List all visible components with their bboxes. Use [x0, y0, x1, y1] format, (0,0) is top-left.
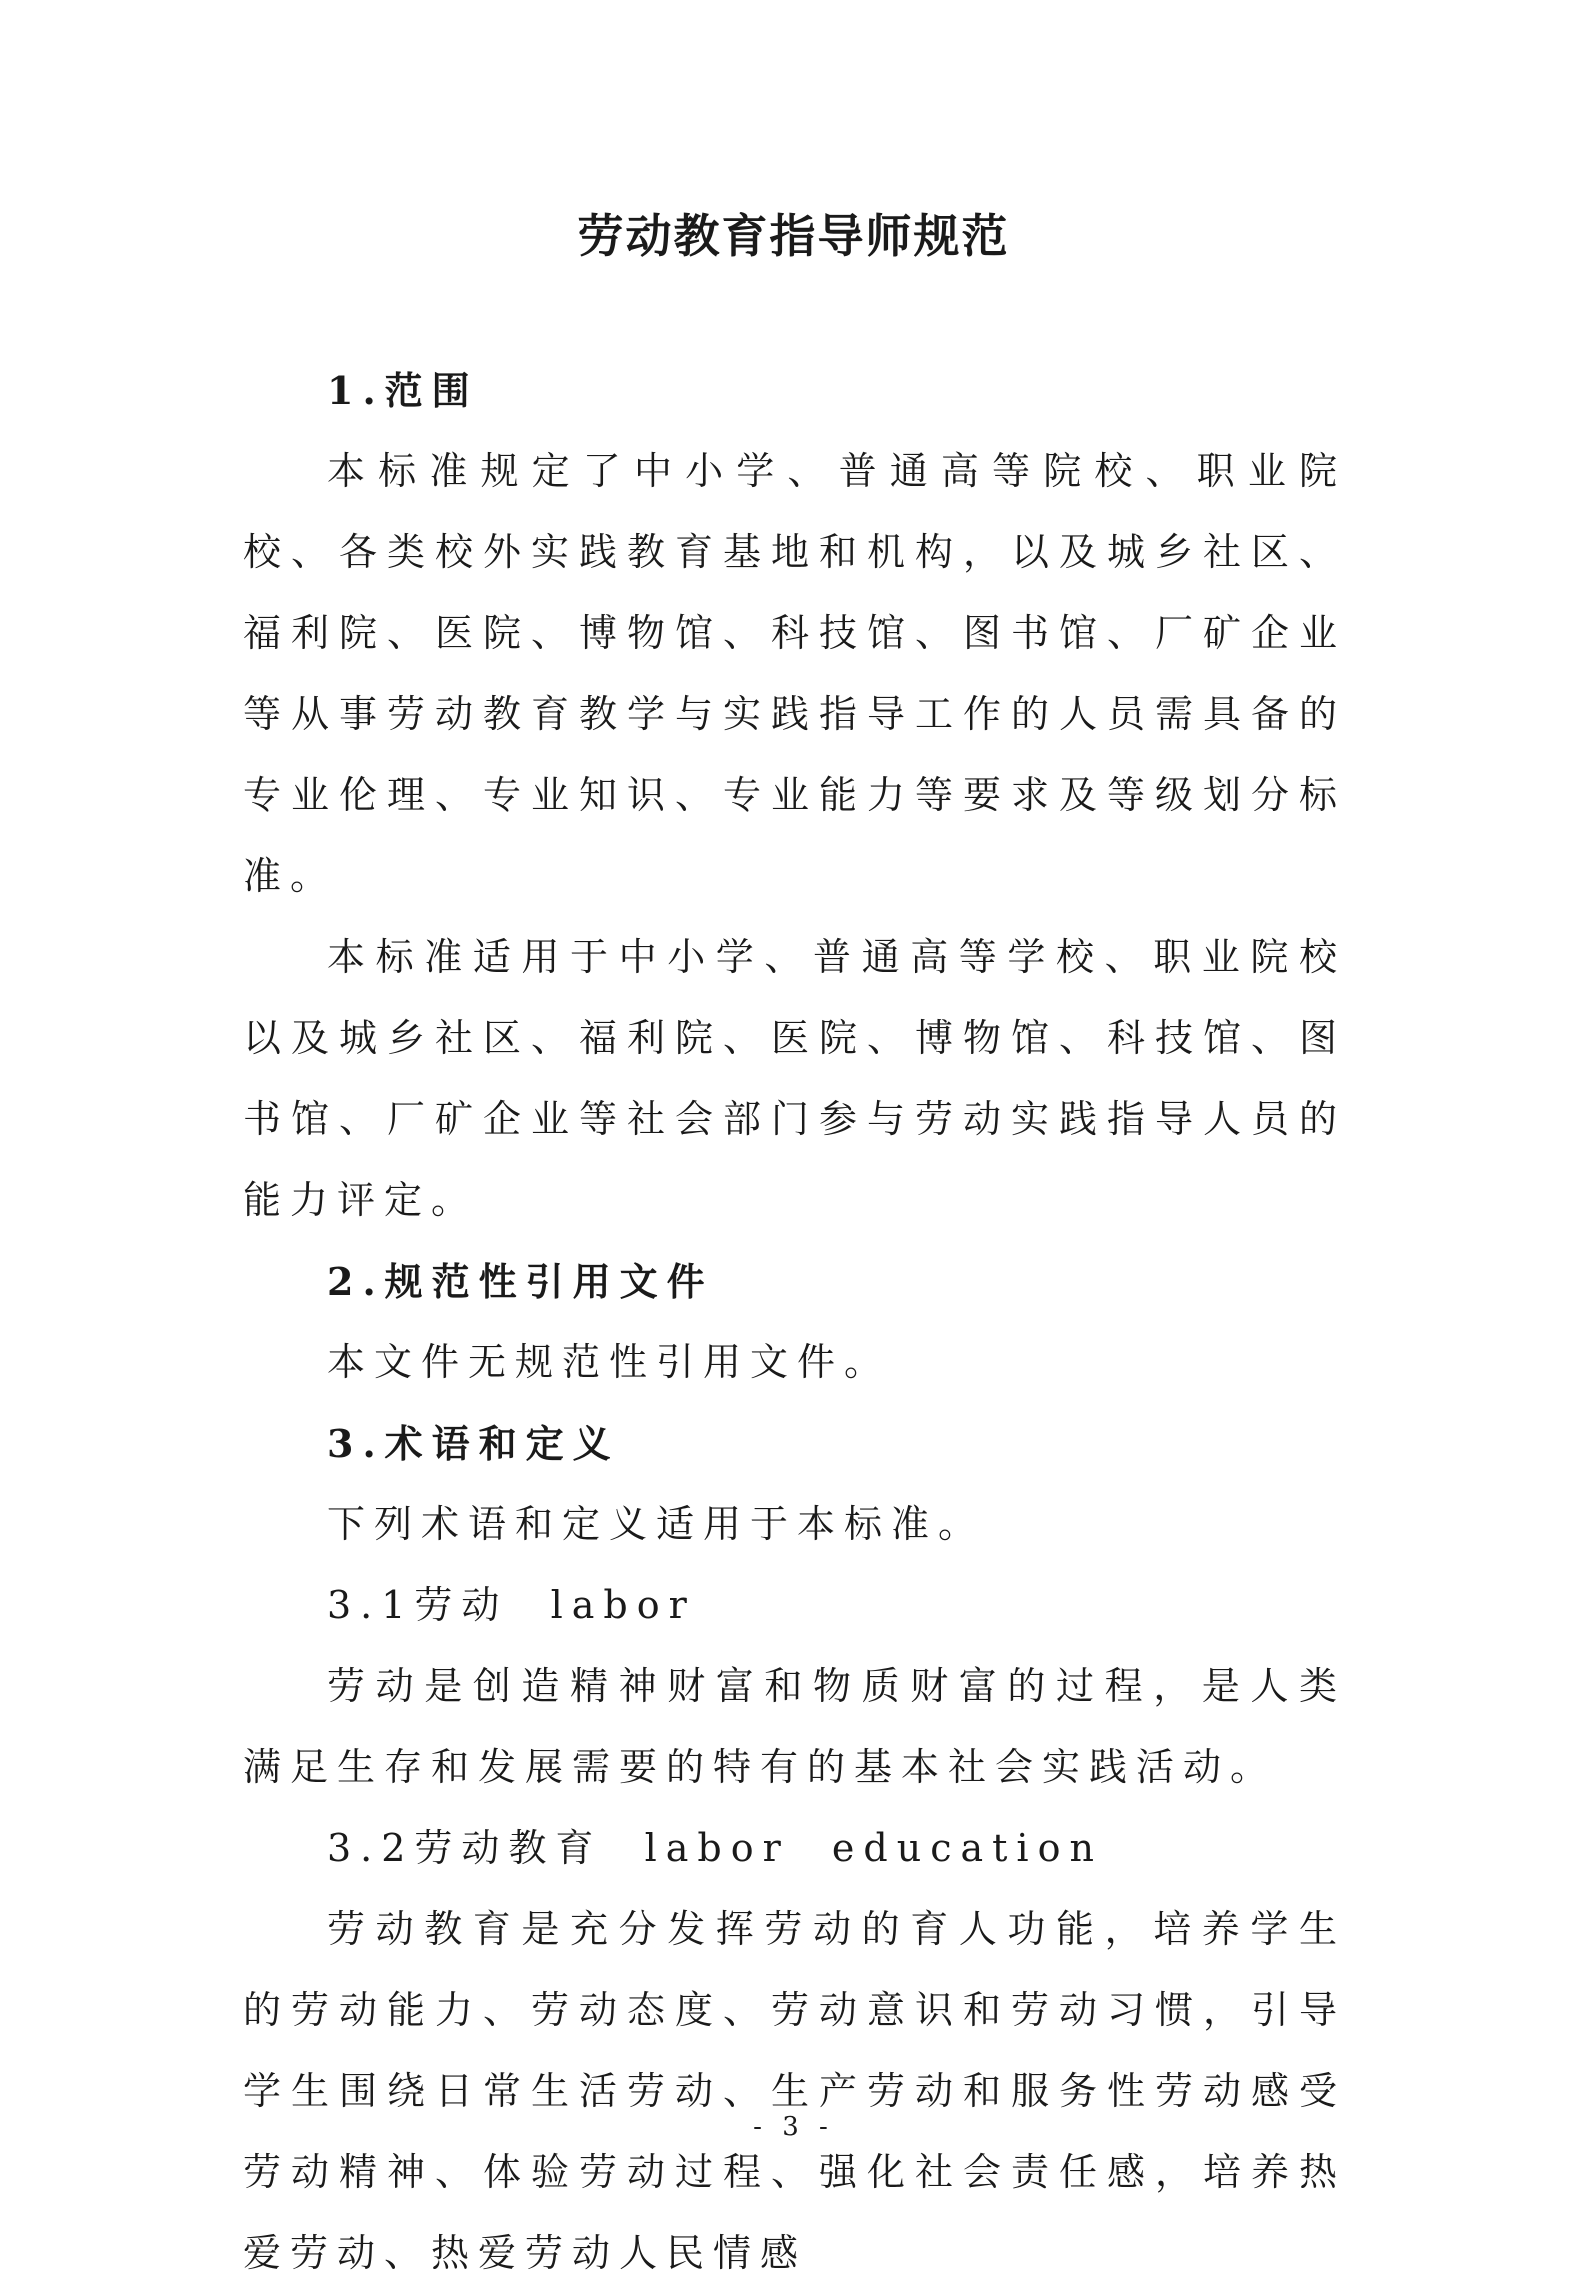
section-heading-normative-references: 2.规范性引用文件 — [327, 1259, 714, 1304]
paragraph-labor-definition: 劳动是创造精神财富和物质财富的过程，是人类满足生存和发展需要的特有的基本社会实践活动。 — [243, 1664, 1346, 1789]
section-heading-terms-definitions: 3.术语和定义 — [327, 1421, 620, 1466]
term-heading-labor: 3.1劳动 labor — [327, 1583, 696, 1627]
document-body — [243, 350, 1346, 2294]
document-title: 劳动教育指导师规范 — [577, 209, 1010, 263]
paragraph-labor-education-definition: 劳动教育是充分发挥劳动的育人功能，培养学生的劳动能力、劳动态度、劳动意识和劳动习惯，引导学生围绕日常生活劳动、生产劳动和服务性劳动感受劳动精神、体验劳动过程、强化社会责任感，培养热爱劳动、热爱劳动人民情感 — [243, 1907, 1346, 2275]
paragraph-normative-references: 本文件无规范性引用文件。 — [327, 1340, 892, 1384]
paragraph-scope-application: 本标准适用于中小学、普通高等学校、职业院校以及城乡社区、福利院、医院、博物馆、科技馆、图书馆、厂矿企业等社会部门参与劳动实践指导人员的能力评定。 — [243, 935, 1346, 1222]
paragraph-scope-definition: 本标准规定了中小学、普通高等院校、职业院校、各类校外实践教育基地和机构，以及城乡社区、福利院、医院、博物馆、科技馆、图书馆、厂矿企业等从事劳动教育教学与实践指导工作的人员需具备的专业伦理、专业知识、专业能力等要求及等级划分标准。 — [243, 449, 1346, 898]
term-heading-labor-education: 3.2劳动教育 labor education — [327, 1826, 1103, 1870]
page-number: - 3 - — [753, 2112, 834, 2142]
section-heading-scope: 1.范围 — [327, 368, 479, 413]
paragraph-terms-intro: 下列术语和定义适用于本标准。 — [327, 1502, 986, 1546]
